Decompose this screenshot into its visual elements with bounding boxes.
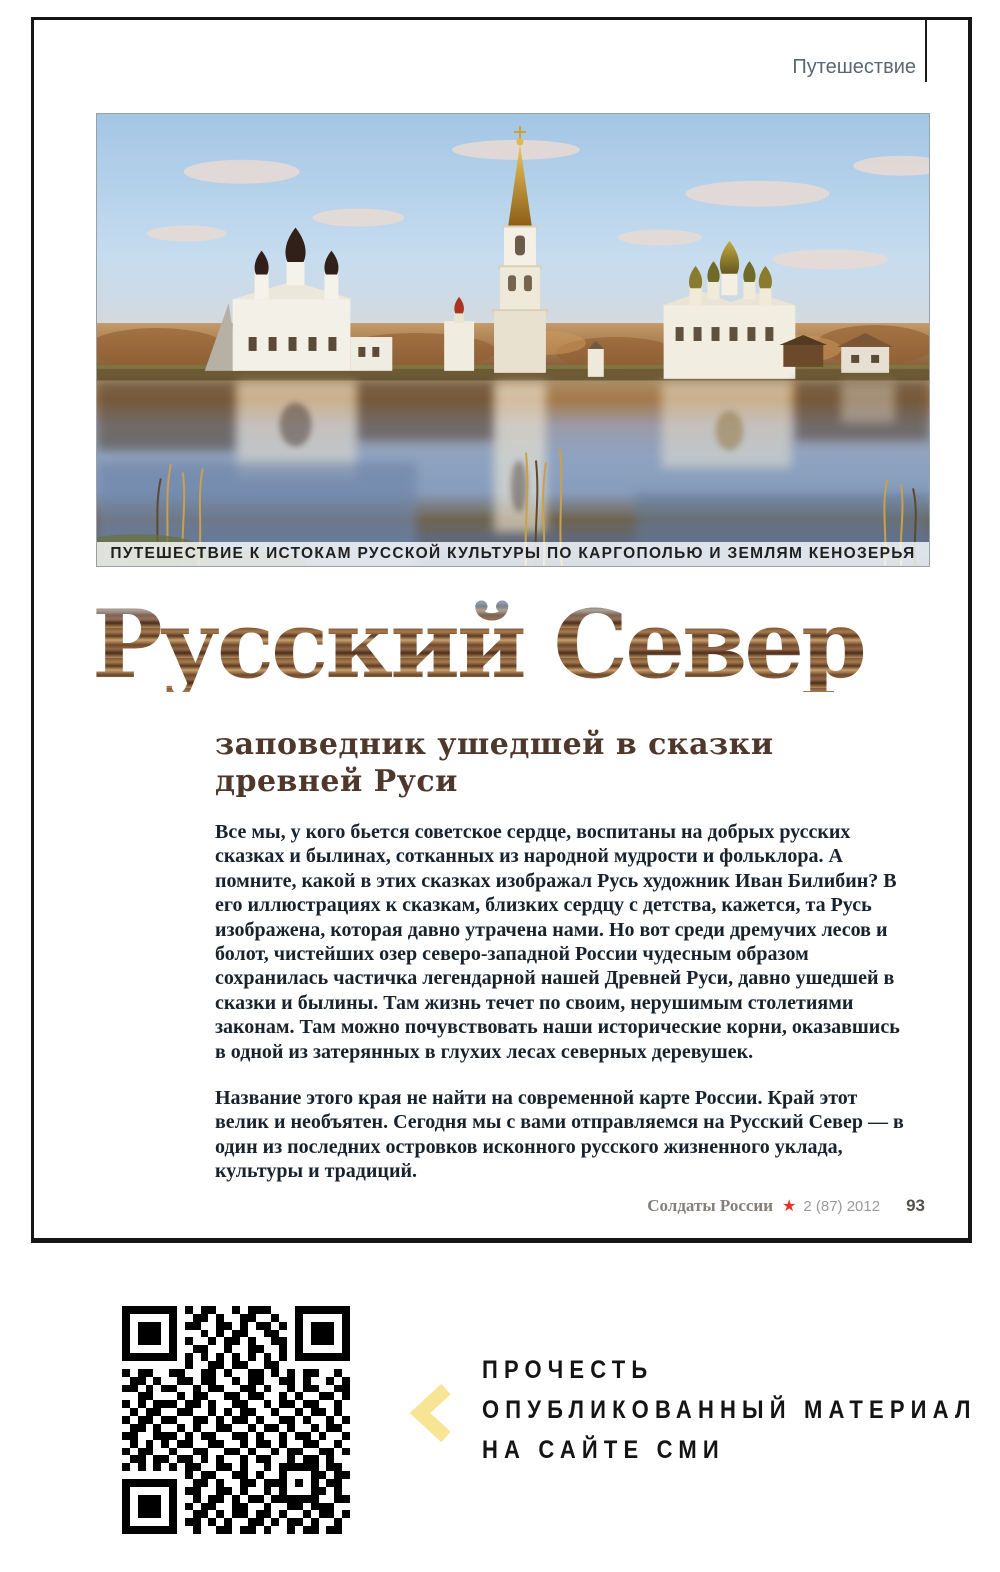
article-subtitle-line1: заповедник ушедшей в сказки — [215, 727, 774, 762]
cta-line-2: ОПУБЛИКОВАННЫЙ МАТЕРИАЛ — [482, 1396, 977, 1424]
cta-line-3: НА САЙТЕ СМИ — [482, 1436, 725, 1464]
article-title: Русский Север — [92, 590, 864, 700]
page-footer — [647, 1196, 925, 1216]
magazine-page — [31, 17, 972, 1243]
qr-call-to-action — [482, 1350, 1000, 1470]
photo-caption: ПУТЕШЕСТВИЕ К ИСТОКАМ РУССКОЙ КУЛЬТУРЫ ПО КАРГОПОЛЬЮ И ЗЕМЛЯМ КЕНОЗЕРЬЯ — [97, 542, 929, 566]
article-subtitle-line2: древней Руси — [215, 764, 458, 799]
issue-number: 2 (87) 2012 — [803, 1197, 881, 1215]
article-body — [215, 820, 905, 1206]
header-divider — [925, 20, 927, 82]
lake-reflection — [97, 381, 929, 566]
article-subtitle — [215, 726, 774, 800]
article-paragraph-1: Все мы, у кого бьется советское сердце, воспитаны на добрых русских сказках и былинах, сотканных из народной мудрости и фольклора. А помните, какой в этих сказках изображал Русь художник Иван Билибин? В его иллюстрациях к сказкам, близких сердцу с детства, кажется, та Русь изображена, которая давно утрачена нами. Но вот среди дремучих лесов и болот, чистейших озер северо-западной России чудесным образом сохранилась частичка легендарной нашей Древней Руси, давно ушедшей в сказки и былины. Там жизнь течет по своим, нерушимым столетиями законам. Там можно почувствовать наши исторические корни, оказавшись в одной из затерянных в глухих лесах северных деревушек. — [215, 821, 900, 1063]
chevron-left-icon — [406, 1383, 450, 1443]
star-icon: ★ — [782, 1198, 797, 1215]
magazine-name: Солдаты России — [647, 1196, 773, 1215]
hero-photo — [96, 113, 930, 567]
page-number: 93 — [906, 1196, 925, 1215]
cta-line-1: ПРОЧЕСТЬ — [482, 1356, 654, 1384]
qr-code — [122, 1306, 350, 1534]
article-paragraph-2: Название этого края не найти на современной карте России. Край этот велик и необъятен. Сегодня мы с вами отправляемся на Русский Север — в один из последних островков исконного русского жизненного уклада, культуры и традиций. — [215, 1087, 904, 1183]
section-label: Путешествие — [792, 56, 916, 78]
hero-photo-illustration — [97, 114, 929, 566]
